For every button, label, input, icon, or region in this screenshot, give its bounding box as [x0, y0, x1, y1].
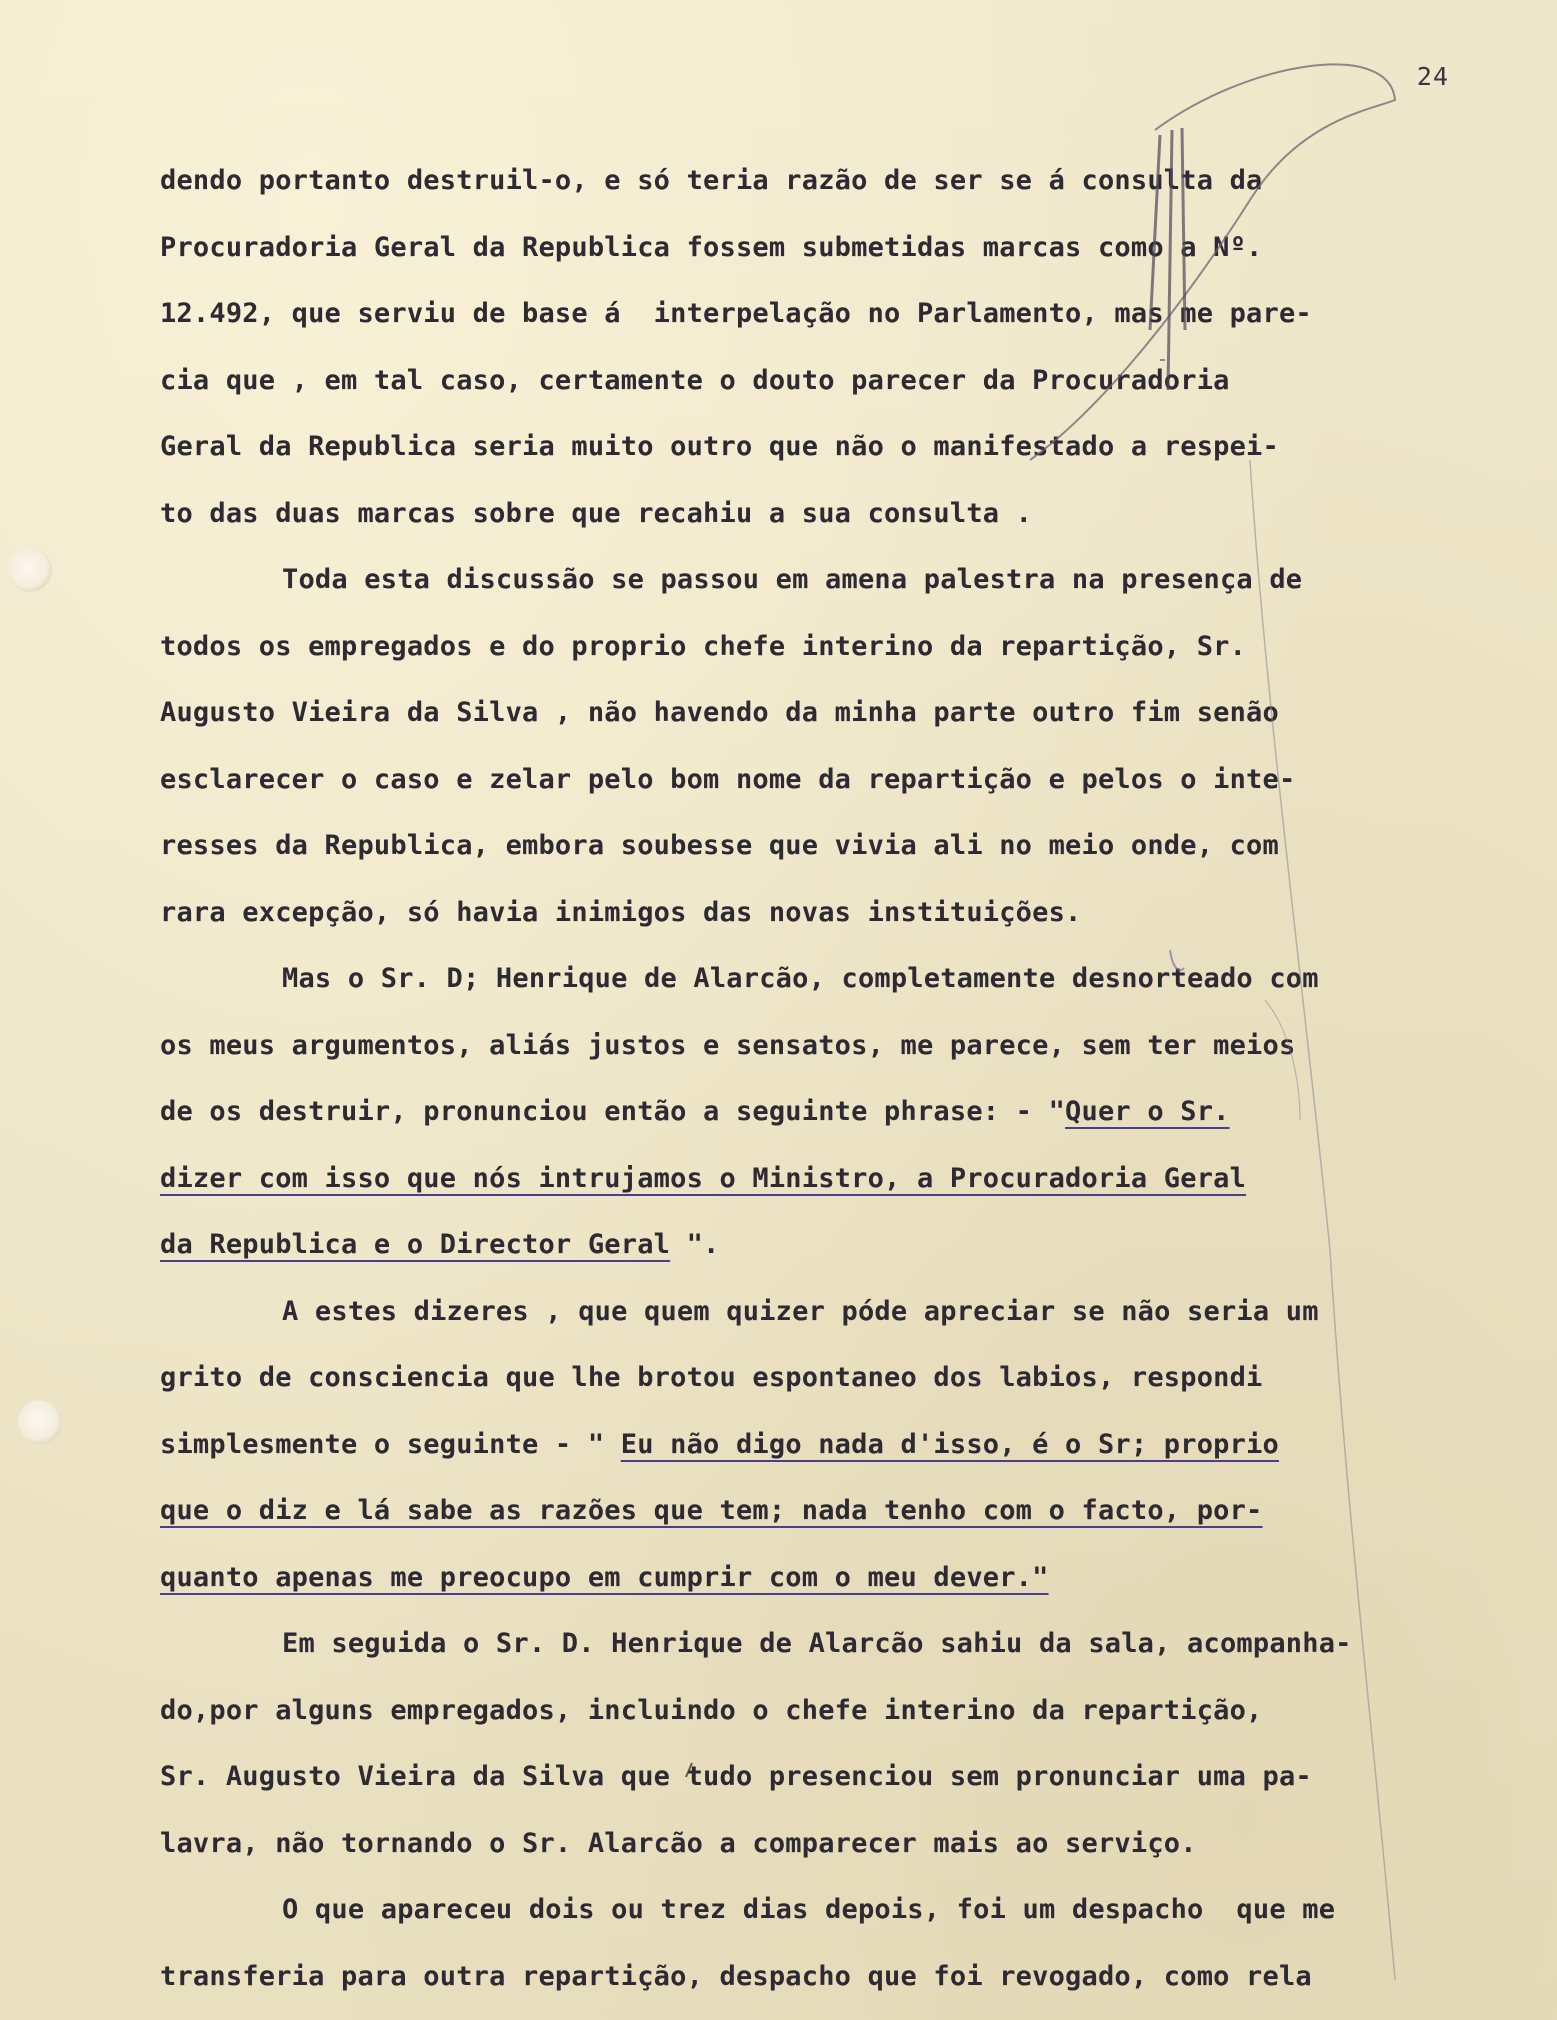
paragraph-start-line: Toda esta discussão se passou em amena palestra na presença de — [282, 564, 1303, 595]
text-line — [160, 1212, 1557, 1279]
underlined-quote: dizer com isso que nós intrujamos o Ministro, a Procuradoria Geral — [160, 1162, 1247, 1194]
page-number: 24 — [1416, 62, 1449, 91]
punch-hole-lower — [18, 1400, 62, 1444]
text-segment: simplesmente o seguinte - " — [160, 1428, 621, 1460]
punch-hole-upper — [8, 548, 52, 592]
text-line: transferia para outra repartição, despacho que foi revogado, como rela — [160, 1960, 1312, 1992]
underlined-quote: quanto apenas me preocupo em cumprir com o meu dever." — [160, 1561, 1049, 1593]
text-line — [160, 1545, 1557, 1612]
paragraph-start-line: O que apareceu dois ou trez dias depois, foi um despacho que me — [282, 1894, 1336, 1925]
text-line: to das duas marcas sobre que recahiu a sua consulta . — [160, 497, 1033, 529]
text-line: 12.492, que serviu de base á interpelação no Parlamento, mas me pare- — [160, 298, 1312, 329]
text-line: todos os empregados e do proprio chefe interino da repartição, Sr. — [160, 630, 1247, 662]
text-segment: ". — [670, 1229, 720, 1260]
text-line: cia que , em tal caso, certamente o douto parecer da Procuradoria — [160, 364, 1230, 396]
text-line: Geral da Republica seria muito outro que não o manifestado a respei- — [160, 431, 1279, 462]
underlined-quote: Quer o Sr. — [1065, 1096, 1230, 1127]
text-line: lavra, não tornando o Sr. Alarcão a comparecer mais ao serviço. — [160, 1827, 1197, 1859]
paragraph-start-line: Mas o Sr. D; Henrique de Alarcão, completamente desnorteado com — [282, 963, 1319, 994]
underlined-quote: Eu não digo nada d'isso, é o Sr; proprio — [620, 1428, 1279, 1460]
text-line: rara excepção, só havia inimigos das novas instituições. — [160, 896, 1082, 928]
text-line: dendo portanto destruil-o, e só teria razão de ser se á consulta da — [160, 165, 1263, 196]
text-line: esclarecer o caso e zelar pelo bom nome da repartição e pelos o inte- — [160, 763, 1296, 795]
text-line — [160, 1146, 1557, 1213]
text-line: do,por alguns empregados, incluindo o chefe interino da repartição, — [160, 1694, 1263, 1726]
typed-text-body — [160, 148, 1557, 2010]
text-segment: de os destruir, pronunciou então a seguinte phrase: - " — [160, 1096, 1066, 1127]
text-line: Augusto Vieira da Silva , não havendo da minha parte outro fim senão — [160, 697, 1279, 728]
text-line: Procuradoria Geral da Republica fossem submetidas marcas como a Nº. — [160, 231, 1263, 263]
text-line: os meus argumentos, aliás justos e sensatos, me parece, sem ter meios — [160, 1029, 1296, 1061]
text-line: grito de consciencia que lhe brotou espontaneo dos labios, respondi — [160, 1362, 1263, 1393]
text-line — [160, 1478, 1557, 1545]
paragraph-start-line: A estes dizeres , que quem quizer póde apreciar se não seria um — [282, 1295, 1319, 1327]
underlined-quote: que o diz e lá sabe as razões que tem; nada tenho com o facto, por- — [160, 1495, 1263, 1526]
text-line: Sr. Augusto Vieira da Silva que tudo presenciou sem pronunciar uma pa- — [160, 1761, 1312, 1792]
text-line — [160, 1412, 1557, 1479]
text-line — [160, 1079, 1557, 1146]
paragraph-start-line: Em seguida o Sr. D. Henrique de Alarcão sahiu da sala, acompanha- — [282, 1628, 1352, 1659]
underlined-quote: da Republica e o Director Geral — [160, 1229, 671, 1260]
text-line: resses da Republica, embora soubesse que vivia ali no meio onde, com — [160, 830, 1279, 861]
